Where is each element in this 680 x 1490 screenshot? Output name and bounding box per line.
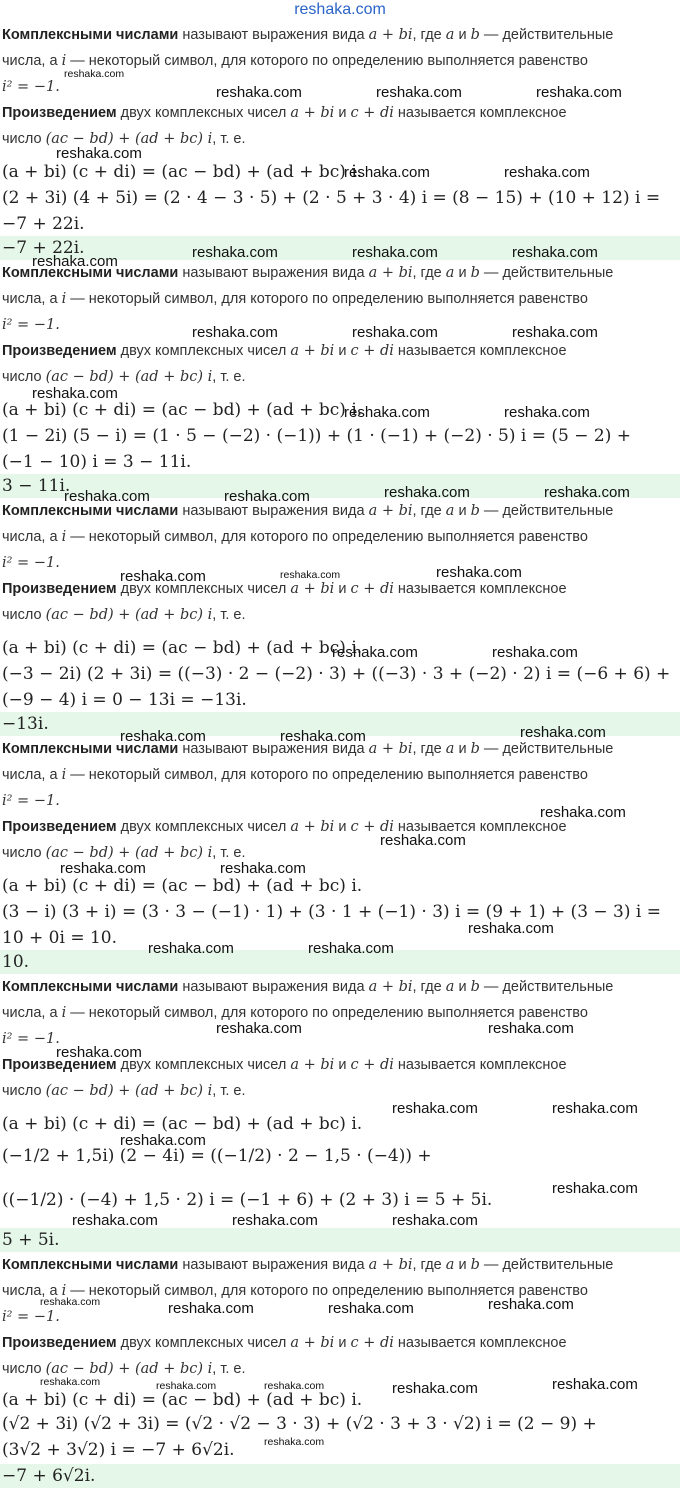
watermark-logo: reshaka.com — [352, 244, 438, 261]
calculation-line-1: (2 + 3i) (4 + 5i) = (2 · 4 − 3 · 5) + (2 · 5 + 3 · 4) i = (8 − 15) + (10 + 12) i = — [2, 188, 661, 208]
definition-line-1: Комплексными числами называют выражения вида a + bi, где a и b — действительные — [2, 265, 614, 281]
calculation-line-2: ((−1/2) · (−4) + 1,5 · 2) i = (−1 + 6) + (2 + 3) i = 5 + 5i. — [2, 1190, 493, 1210]
watermark-logo: reshaka.com — [280, 569, 341, 581]
product-definition-line-2: число (ac − bd) + (ad + bc) i, т. е. — [2, 369, 246, 385]
i-squared-line: i² = −1. — [2, 555, 60, 571]
watermark-logo: reshaka.com — [380, 832, 466, 849]
i-squared-line: i² = −1. — [2, 1309, 60, 1325]
watermark-logo: reshaka.com — [72, 1212, 158, 1229]
watermark-logo: reshaka.com — [344, 164, 430, 181]
watermark-logo: reshaka.com — [376, 84, 462, 101]
watermark-logo: reshaka.com — [504, 164, 590, 181]
definition-line-2: числа, а i — некоторый символ, для которого по определению выполняется равенство — [2, 291, 588, 307]
watermark-logo: reshaka.com — [512, 244, 598, 261]
watermark-logo: reshaka.com — [216, 84, 302, 101]
product-definition-line-1: Произведением двух комплексных чисел a + bi и c + di называется комплексное — [2, 581, 567, 597]
definition-line-1: Комплексными числами называют выражения вида a + bi, где a и b — действительные — [2, 1257, 614, 1273]
watermark-logo: reshaka.com — [264, 1436, 325, 1448]
calculation-line-1: (−3 − 2i) (2 + 3i) = ((−3) · 2 − (−2) · 3) + ((−3) · 3 + (−2) · 2) i = (−6 + 6) + — [2, 664, 671, 684]
watermark-logo: reshaka.com — [392, 1380, 478, 1397]
watermark-logo: reshaka.com — [332, 644, 418, 661]
watermark-logo: reshaka.com — [352, 324, 438, 341]
definition-line-2: числа, а i — некоторый символ, для которого по определению выполняется равенство — [2, 53, 588, 69]
watermark-logo: reshaka.com — [120, 1132, 206, 1149]
answer: 5 + 5i. — [2, 1230, 60, 1250]
watermark-logo: reshaka.com — [504, 404, 590, 421]
definition-line-1: Комплексными числами называют выражения вида a + bi, где a и b — действительные — [2, 503, 614, 519]
watermark-logo: reshaka.com — [32, 385, 118, 402]
watermark-logo: reshaka.com — [436, 564, 522, 581]
watermark-logo: reshaka.com — [488, 1296, 574, 1313]
watermark-logo: reshaka.com — [492, 644, 578, 661]
i-squared-line: i² = −1. — [2, 79, 60, 95]
product-formula: (a + bi) (c + di) = (ac − bd) + (ad + bc) i. — [2, 162, 363, 182]
product-formula: (a + bi) (c + di) = (ac − bd) + (ad + bc) i. — [2, 1390, 363, 1410]
definition-line-2: числа, а i — некоторый символ, для которого по определению выполняется равенство — [2, 529, 588, 545]
product-formula: (a + bi) (c + di) = (ac − bd) + (ad + bc) i. — [2, 876, 363, 896]
calculation-line-2: −7 + 22i. — [2, 214, 85, 234]
watermark-logo: reshaka.com — [536, 84, 622, 101]
product-definition-line-1: Произведением двух комплексных чисел a + bi и c + di называется комплексное — [2, 1057, 567, 1073]
calculation-line-1: (√2 + 3i) (√2 + 3i) = (√2 · √2 − 3 · 3) + (√2 · 3 + 3 · √2) i = (2 − 9) + — [2, 1414, 597, 1434]
watermark-logo: reshaka.com — [344, 404, 430, 421]
calculation-line-2: (3√2 + 3√2) i = −7 + 6√2i. — [2, 1440, 235, 1460]
watermark-logo: reshaka.com — [232, 1212, 318, 1229]
watermark-logo: reshaka.com — [120, 568, 206, 585]
product-definition-line-1: Произведением двух комплексных чисел a + bi и c + di называется комплексное — [2, 819, 567, 835]
watermark-logo: reshaka.com — [552, 1180, 638, 1197]
product-formula: (a + bi) (c + di) = (ac − bd) + (ad + bc) i. — [2, 638, 363, 658]
definition-line-2: числа, а i — некоторый символ, для которого по определению выполняется равенство — [2, 767, 588, 783]
watermark-logo: reshaka.com — [192, 244, 278, 261]
watermark-logo: reshaka.com — [56, 145, 142, 162]
answer-row — [0, 1464, 680, 1488]
watermark-logo: reshaka.com — [224, 488, 310, 505]
watermark-logo: reshaka.com — [56, 1044, 142, 1061]
answer: −7 + 6√2i. — [2, 1466, 96, 1486]
site-header-link[interactable]: reshaka.com — [294, 1, 386, 18]
watermark-logo: reshaka.com — [40, 1296, 101, 1308]
calculation-line-1: (3 − i) (3 + i) = (3 · 3 − (−1) · 1) + (3 · 1 + (−1) · 3) i = (9 + 1) + (3 − 3) i = — [2, 902, 661, 922]
watermark-logo: reshaka.com — [392, 1100, 478, 1117]
product-definition-line-1: Произведением двух комплексных чисел a + bi и c + di называется комплексное — [2, 1335, 567, 1351]
definition-line-2: числа, а i — некоторый символ, для которого по определению выполняется равенство — [2, 1283, 588, 1299]
watermark-logo: reshaka.com — [60, 860, 146, 877]
watermark-logo: reshaka.com — [168, 1300, 254, 1317]
calculation-line-2: (−1 − 10) i = 3 − 11i. — [2, 452, 192, 472]
product-definition-line-2: число (ac − bd) + (ad + bc) i, т. е. — [2, 845, 246, 861]
watermark-logo: reshaka.com — [64, 488, 150, 505]
watermark-logo: reshaka.com — [264, 1380, 325, 1392]
calculation-line-1: (1 − 2i) (5 − i) = (1 · 5 − (−2) · (−1)) + (1 · (−1) + (−2) · 5) i = (5 − 2) + — [2, 426, 631, 446]
watermark-logo: reshaka.com — [512, 324, 598, 341]
answer: −7 + 22i. — [2, 238, 85, 258]
watermark-logo: reshaka.com — [64, 68, 125, 80]
watermark-logo: reshaka.com — [552, 1376, 638, 1393]
product-definition-line-1: Произведением двух комплексных чисел a + bi и c + di называется комплексное — [2, 343, 567, 359]
product-formula: (a + bi) (c + di) = (ac − bd) + (ad + bc) i. — [2, 400, 363, 420]
calculation-line-1: (−1/2 + 1,5i) (2 − 4i) = ((−1/2) · 2 − 1,5 · (−4)) + — [2, 1146, 432, 1166]
definition-line-1: Комплексными числами называют выражения вида a + bi, где a и b — действительные — [2, 979, 614, 995]
watermark-logo: reshaka.com — [216, 1020, 302, 1037]
watermark-logo: reshaka.com — [520, 724, 606, 741]
watermark-logo: reshaka.com — [220, 860, 306, 877]
product-definition-line-2: число (ac − bd) + (ad + bc) i, т. е. — [2, 131, 246, 147]
watermark-logo: reshaka.com — [280, 728, 366, 745]
calculation-line-2: (−9 − 4) i = 0 − 13i = −13i. — [2, 690, 247, 710]
watermark-logo: reshaka.com — [148, 940, 234, 957]
watermark-logo: reshaka.com — [40, 1376, 101, 1388]
answer: 10. — [2, 952, 30, 972]
watermark-logo: reshaka.com — [192, 324, 278, 341]
watermark-logo: reshaka.com — [544, 484, 630, 501]
product-definition-line-2: число (ac − bd) + (ad + bc) i, т. е. — [2, 1083, 246, 1099]
product-definition-line-2: число (ac − bd) + (ad + bc) i, т. е. — [2, 607, 246, 623]
watermark-logo: reshaka.com — [120, 728, 206, 745]
watermark-logo: reshaka.com — [552, 1100, 638, 1117]
i-squared-line: i² = −1. — [2, 317, 60, 333]
product-definition-line-1: Произведением двух комплексных чисел a + bi и c + di называется комплексное — [2, 105, 567, 121]
definition-line-2: числа, а i — некоторый символ, для которого по определению выполняется равенство — [2, 1005, 588, 1021]
watermark-logo: reshaka.com — [540, 804, 626, 821]
i-squared-line: i² = −1. — [2, 793, 60, 809]
watermark-logo: reshaka.com — [156, 1380, 217, 1392]
product-formula: (a + bi) (c + di) = (ac − bd) + (ad + bc) i. — [2, 1114, 363, 1134]
watermark-logo: reshaka.com — [392, 1212, 478, 1229]
watermark-logo: reshaka.com — [308, 940, 394, 957]
answer-row — [0, 1228, 680, 1252]
watermark-logo: reshaka.com — [468, 920, 554, 937]
calculation-line-2: 10 + 0i = 10. — [2, 928, 118, 948]
watermark-logo: reshaka.com — [32, 253, 118, 270]
watermark-logo: reshaka.com — [488, 1020, 574, 1037]
i-squared-line: i² = −1. — [2, 1031, 60, 1047]
answer: −13i. — [2, 714, 49, 734]
watermark-logo: reshaka.com — [384, 484, 470, 501]
watermark-logo: reshaka.com — [328, 1300, 414, 1317]
definition-line-1: Комплексными числами называют выражения вида a + bi, где a и b — действительные — [2, 27, 614, 43]
product-definition-line-2: число (ac − bd) + (ad + bc) i, т. е. — [2, 1361, 246, 1377]
answer: 3 − 11i. — [2, 476, 71, 496]
definition-line-1: Комплексными числами называют выражения вида a + bi, где a и b — действительные — [2, 741, 614, 757]
